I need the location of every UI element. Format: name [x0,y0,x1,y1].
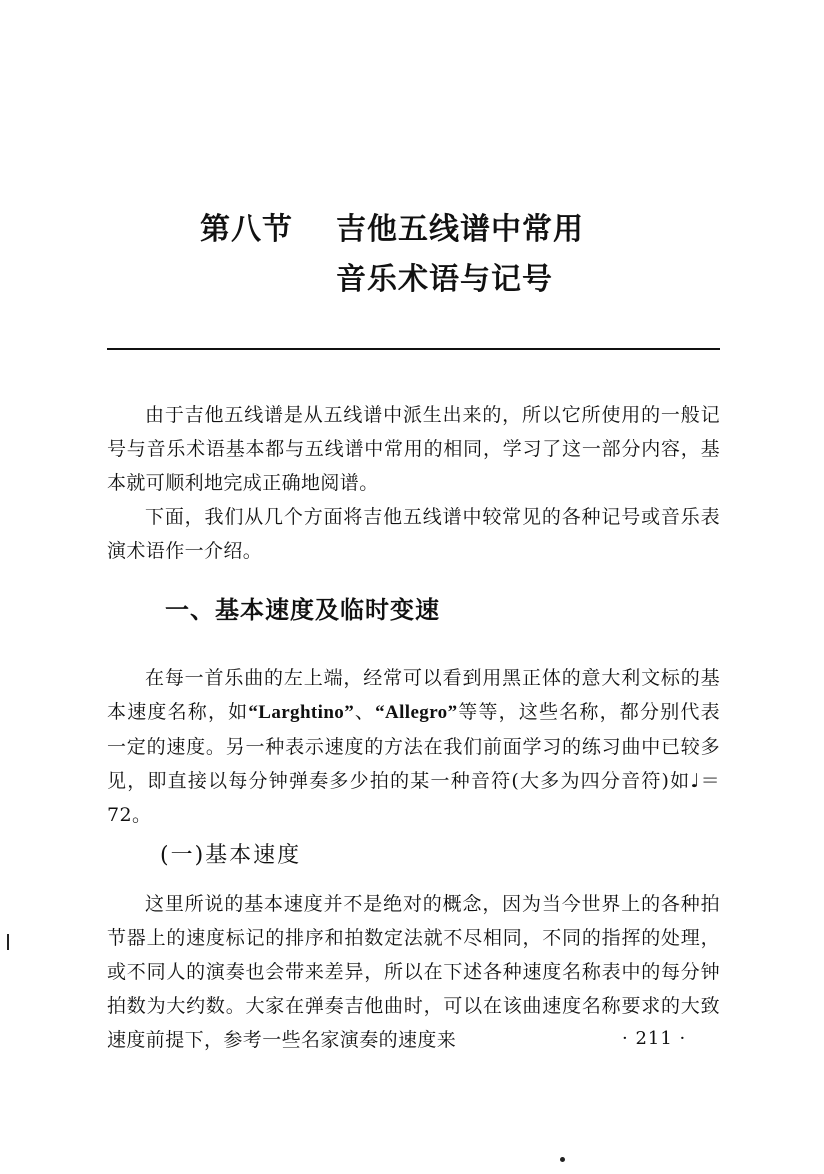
intro-paragraph-1: 由于吉他五线谱是从五线谱中派生出来的，所以它所使用的一般记号与音乐术语基本都与五线谱中常用的相同，学习了这一部分内容，基本就可顺利地完成正确地阅谱。 [107,404,720,494]
basic-tempo-paragraph: 这里所说的基本速度并不是绝对的概念，因为当今世界上的各种拍节器上的速度标记的排序和拍数定法就不尽相同，不同的指挥的处理，或不同人的演奏也会带来差异，所以在下述各种速度名称表中的每分钟拍数为大约数。大家在弹奏吉他曲时，可以在该曲速度名称要求的大致速度前提下，参考一些名家演奏的速度来 [107,893,720,1051]
tempo-intro-text-1: 在每一首乐曲的左上端，经常可以看到用黑正体的意大利文标的基本速度名称，如 [107,667,720,723]
section-heading: 一、基本速度及临时变速 [165,596,440,624]
title-divider [107,348,720,350]
intro-paragraph-2: 下面，我们从几个方面将吉他五线谱中较常见的各种记号或音乐表演术语作一介绍。 [107,506,720,562]
title-text-line1: 吉他五线谱中常用 [336,212,584,247]
term-larghetto: “Larghtino” [248,702,355,723]
scan-speck-bottom [560,1157,565,1162]
chapter-title-line1 [0,205,824,255]
subsection-heading: (一)基本速度 [160,843,302,868]
term-separator: 、 [354,701,376,723]
page-number: · 211 · [622,1028,687,1049]
scan-speck-left [7,934,9,950]
tempo-intro-text-2: 等等，这些名称，都分别代表一定的速度。另一种表示速度的方法在我们前面学习的练习曲中已较多见，即直接以每分钟弹奏多少拍的某一种音符(大多为四分音符)如 [107,701,720,792]
term-allegro: “Allegro” [375,702,458,723]
metronome-value: ＝72。 [107,770,720,826]
chapter-title-line2: 音乐术语与记号 [336,262,553,297]
tempo-intro-paragraph [107,661,720,832]
quarter-note-icon: ♩ [690,770,701,792]
chapter-title [0,205,824,305]
section-number: 第八节 [200,212,293,247]
